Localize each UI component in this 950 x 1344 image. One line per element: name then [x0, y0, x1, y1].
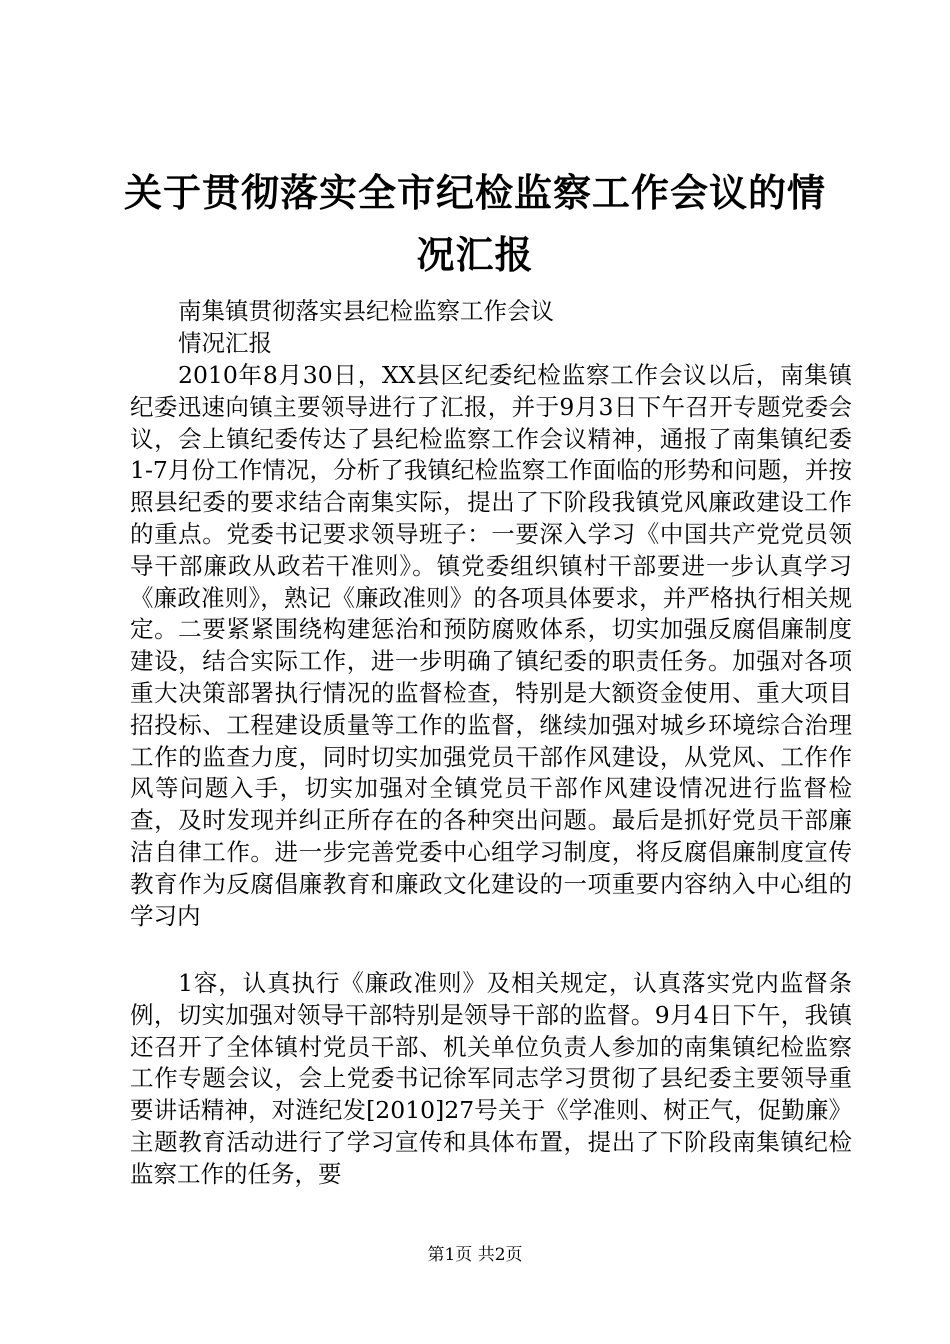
page-footer: 第1页 共2页 — [427, 1245, 523, 1265]
paragraph-2: 1容，认真执行《廉政准则》及相关规定，认真落实党内监督条例，切实加强对领导干部特别是领导干部的监督。9月4日下午，我镇还召开了全体镇村党员干部、机关单位负责人参加的南集镇纪检监察工作专题会议，会上党委书记徐军同志学习贯彻了县纪委主要领导重要讲话精神，对涟纪发[2010]27号关于《学准则、树正气，促勤廉》主题教育活动进行了学习宣传和具体布置，提出了下阶段南集镇纪检监察工作的任务，要 — [130, 969, 852, 1188]
paragraph-1: 2010年8月30日，XX县区纪委纪检监察工作会议以后，南集镇纪委迅速向镇主要领导进行了汇报，并于9月3日下午召开专题党委会议，会上镇纪委传达了县纪检监察工作会议精神，通报了南集镇纪委1-7月份工作情况，分析了我镇纪检监察工作面临的形势和问题，并按照县纪委的要求结合南集实际，提出了下阶段我镇党风廉政建设工作的重点。党委书记要求领导班子：一要深入学习《中国共产党党员领导干部廉政从政若干准则》。镇党委组织镇村干部要进一步认真学习《廉政准则》，熟记《廉政准则》的各项具体要求，并严格执行相关规定。二要紧紧围绕构建惩治和预防腐败体系，切实加强反腐倡廉制度建设，结合实际工作，进一步明确了镇纪委的职责任务。加强对各项重大决策部署执行情况的监督检查，特别是大额资金使用、重大项目招投标、工程建设质量等工作的监督，继续加强对城乡环境综合治理工作的监查力度，同时切实加强党员干部作风建设，从党风、工作作风等问题入手，切实加强对全镇党员干部作风建设情况进行监督检查，及时发现并纠正所存在的各种突出问题。最后是抓好党员干部廉洁自律工作。进一步完善党委中心组学习制度，将反腐倡廉制度宣传教育作为反腐倡廉教育和廉政文化建设的一项重要内容纳入中心组的学习内 — [130, 361, 852, 930]
report-subtitle — [130, 296, 852, 360]
body-section-2 — [130, 968, 852, 1191]
subtitle-line-1: 南集镇贯彻落实县纪检监察工作会议 — [178, 297, 554, 325]
body-section-1 — [130, 360, 852, 932]
subtitle-line-2: 情况汇报 — [178, 328, 272, 357]
document-title: 关于贯彻落实全市纪检监察工作会议的情况汇报 — [123, 170, 826, 277]
